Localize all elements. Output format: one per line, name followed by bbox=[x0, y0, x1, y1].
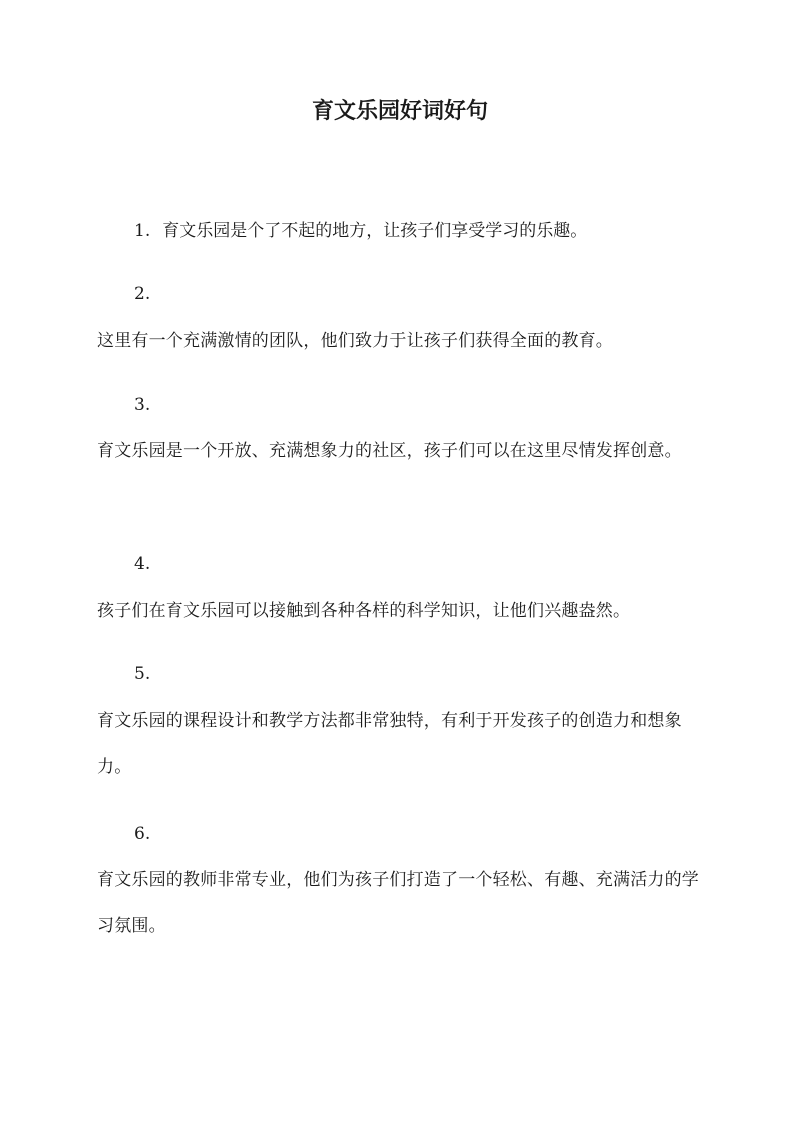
item-number-5: 5. bbox=[134, 664, 151, 684]
item-number-6: 6. bbox=[134, 824, 151, 844]
page-title: 育文乐园好词好句 bbox=[311, 98, 488, 124]
item-text-2: 这里有一个充满激情的团队，他们致力于让孩子们获得全面的教育。 bbox=[97, 331, 613, 351]
item-text: 育文乐园是个了不起的地方，让孩子们享受学习的乐趣。 bbox=[162, 221, 588, 241]
item-text-5: 育文乐园的课程设计和教学方法都非常独特，有利于开发孩子的创造力和想象力。 bbox=[97, 711, 682, 777]
item-number: 1. bbox=[134, 221, 151, 241]
item-number-3: 3. bbox=[134, 395, 151, 415]
item-text-4: 孩子们在育文乐园可以接触到各种各样的科学知识，让他们兴趣盎然。 bbox=[97, 601, 631, 621]
item-text-3: 育文乐园是一个开放、充满想象力的社区，孩子们可以在这里尽情发挥创意。 bbox=[97, 441, 682, 461]
item-number-2: 2. bbox=[134, 284, 151, 304]
list-item-1 bbox=[134, 218, 587, 244]
item-number-4: 4. bbox=[134, 554, 151, 574]
item-text-6: 育文乐园的教师非常专业，他们为孩子们打造了一个轻松、有趣、充满活力的学习氛围。 bbox=[97, 870, 699, 936]
